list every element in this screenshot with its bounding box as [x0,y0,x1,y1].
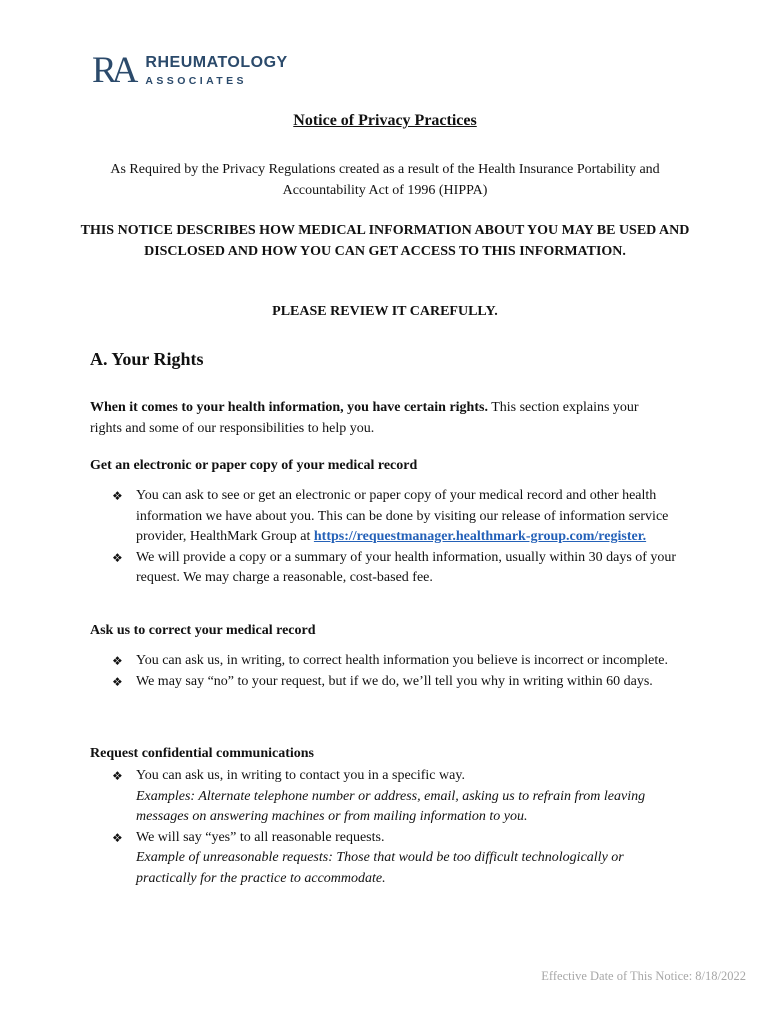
list-item-text: We will say “yes” to all reasonable requests. [136,829,385,845]
list-item [112,548,682,589]
effective-date-footer: Effective Date of This Notice: 8/18/2022 [541,969,746,983]
practice-logo [92,52,288,89]
logo-line-2: ASSOCIATES [145,74,247,87]
section-intro [90,397,670,439]
document-title: Notice of Privacy Practices [293,112,477,129]
list-item-text: We will provide a copy or a summary of your health information, usually within 30 days of your request. We may charge a reasonable, cost-based fee. [136,549,677,585]
intro-text: This section explains your rights and some of our responsibilities to help you. [90,400,639,436]
example-note: Example of unreasonable requests: Those that would be too difficult technologically or practically for the practice to accommodate. [136,850,624,886]
list-item-text: You can ask to see or get an electronic or paper copy of your medical record and other health information we have about you. This can be done by visiting our release of information service provider, HealthMark Group at [136,488,669,544]
subheading-copy-record: Get an electronic or paper copy of your medical record [90,458,418,473]
example-note: Examples: Alternate telephone number or address, email, asking us to refrain from leaving messages on answering machines or from mailing information to you. [136,788,646,824]
diamond-bullet-icon: ❖ [112,674,123,689]
healthmark-request-link[interactable]: https://requestmanager.healthmark-group.com/register. [313,529,647,544]
intro-bold-text: When it comes to your health information, you have certain rights. [90,400,488,415]
list-item-text: You can ask us, in writing, to correct health information you believe is incorrect or incomplete. [136,653,668,668]
logo-monogram: RA [92,50,134,91]
copy-record-list [112,486,682,589]
diamond-bullet-icon: ❖ [112,550,123,565]
list-item [112,828,682,890]
notice-description: THIS NOTICE DESCRIBES HOW MEDICAL INFORMATION ABOUT YOU MAY BE USED AND DISCLOSED AND HOW YOU CAN GET ACCESS TO THIS INFORMATION. [80,223,690,259]
diamond-bullet-icon: ❖ [112,654,123,668]
logo-line-1: RHEUMATOLOGY [145,53,288,71]
list-item [112,672,682,693]
list-item [112,486,682,548]
correct-record-list [112,651,682,692]
review-notice: PLEASE REVIEW IT CAREFULLY. [272,304,498,319]
document-subtitle: As Required by the Privacy Regulations created as a result of the Health Insurance Portability and Accountability Act of 1996 (HIPPA) [110,162,660,198]
list-item-text: We may say “no” to your request, but if we do, we’ll tell you why in writing within 60 days. [136,673,653,689]
list-item [112,651,682,672]
list-item [112,766,682,828]
subheading-correct-record: Ask us to correct your medical record [90,623,316,638]
confidential-list [112,766,682,889]
diamond-bullet-icon: ❖ [112,830,123,845]
subheading-confidential-communications: Request confidential communications [90,746,314,761]
diamond-bullet-icon: ❖ [112,769,123,783]
logo-wordmark [145,55,287,87]
list-item-text: You can ask us, in writing to contact you in a specific way. [136,768,465,783]
section-heading-your-rights: A. Your Rights [90,349,204,369]
diamond-bullet-icon: ❖ [112,489,123,503]
